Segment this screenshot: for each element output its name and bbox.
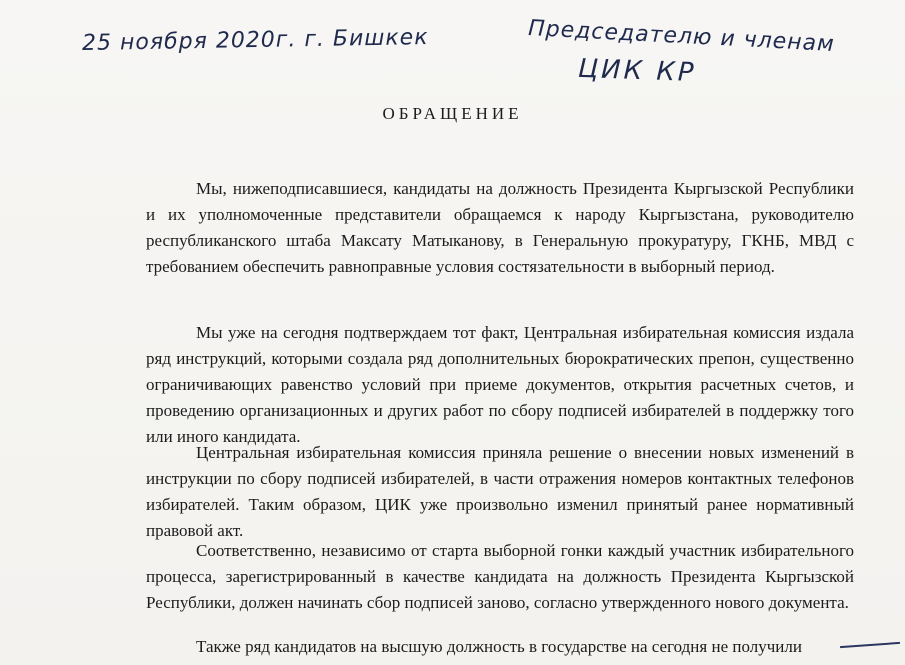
paragraph-2: Мы уже на сегодня подтверждаем тот факт, Центральная избирательная комиссия издала ряд инструкций, которыми создала ряд дополнительных бюрократических препон, существенно ограничивающих равенство условий при приеме документов, открытия расчетных счетов, и проведению организационных и других работ по сбору подписей избирателей в поддержку того или иного кандидата. bbox=[146, 323, 854, 446]
handwritten-addressee-line2: ЦИК КР bbox=[577, 53, 697, 89]
paragraph-4: Соответственно, независимо от старта выборной гонки каждый участник избирательного процесса, зарегистрированный в качестве кандидата на должность Президента Кыргызской Республики, должен начинать сбор подписей заново, согласно утвержденного нового документа. bbox=[146, 541, 854, 612]
document-title: ОБРАЩЕНИЕ bbox=[382, 104, 523, 123]
paragraph-5: Также ряд кандидатов на высшую должность в государстве на сегодня не получили bbox=[196, 637, 802, 656]
handwritten-addressee-line1: Председателю и членам bbox=[527, 15, 836, 58]
handwritten-date-place: 25 ноября 2020г. г. Бишкек bbox=[81, 24, 429, 57]
paragraph-1: Мы, нижеподписавшиеся, кандидаты на должность Президента Кыргызской Республики и их уполномоченные представители обращаемся к народу Кыргызстана, руководителю республиканского штаба Максату Матыканову, в Генеральную прокуратуру, ГКНБ, МВД с требованием обеспечить равноправные условия состязательности в выборный период. bbox=[146, 179, 854, 276]
paragraph-3: Центральная избирательная комиссия приняла решение о внесении новых изменений в инструкции по сбору подписей избирателей, в части отражения номеров контактных телефонов избирателей. Таким образом, ЦИК уже произвольно изменил принятый ранее нормативный правовой акт. bbox=[146, 443, 854, 540]
